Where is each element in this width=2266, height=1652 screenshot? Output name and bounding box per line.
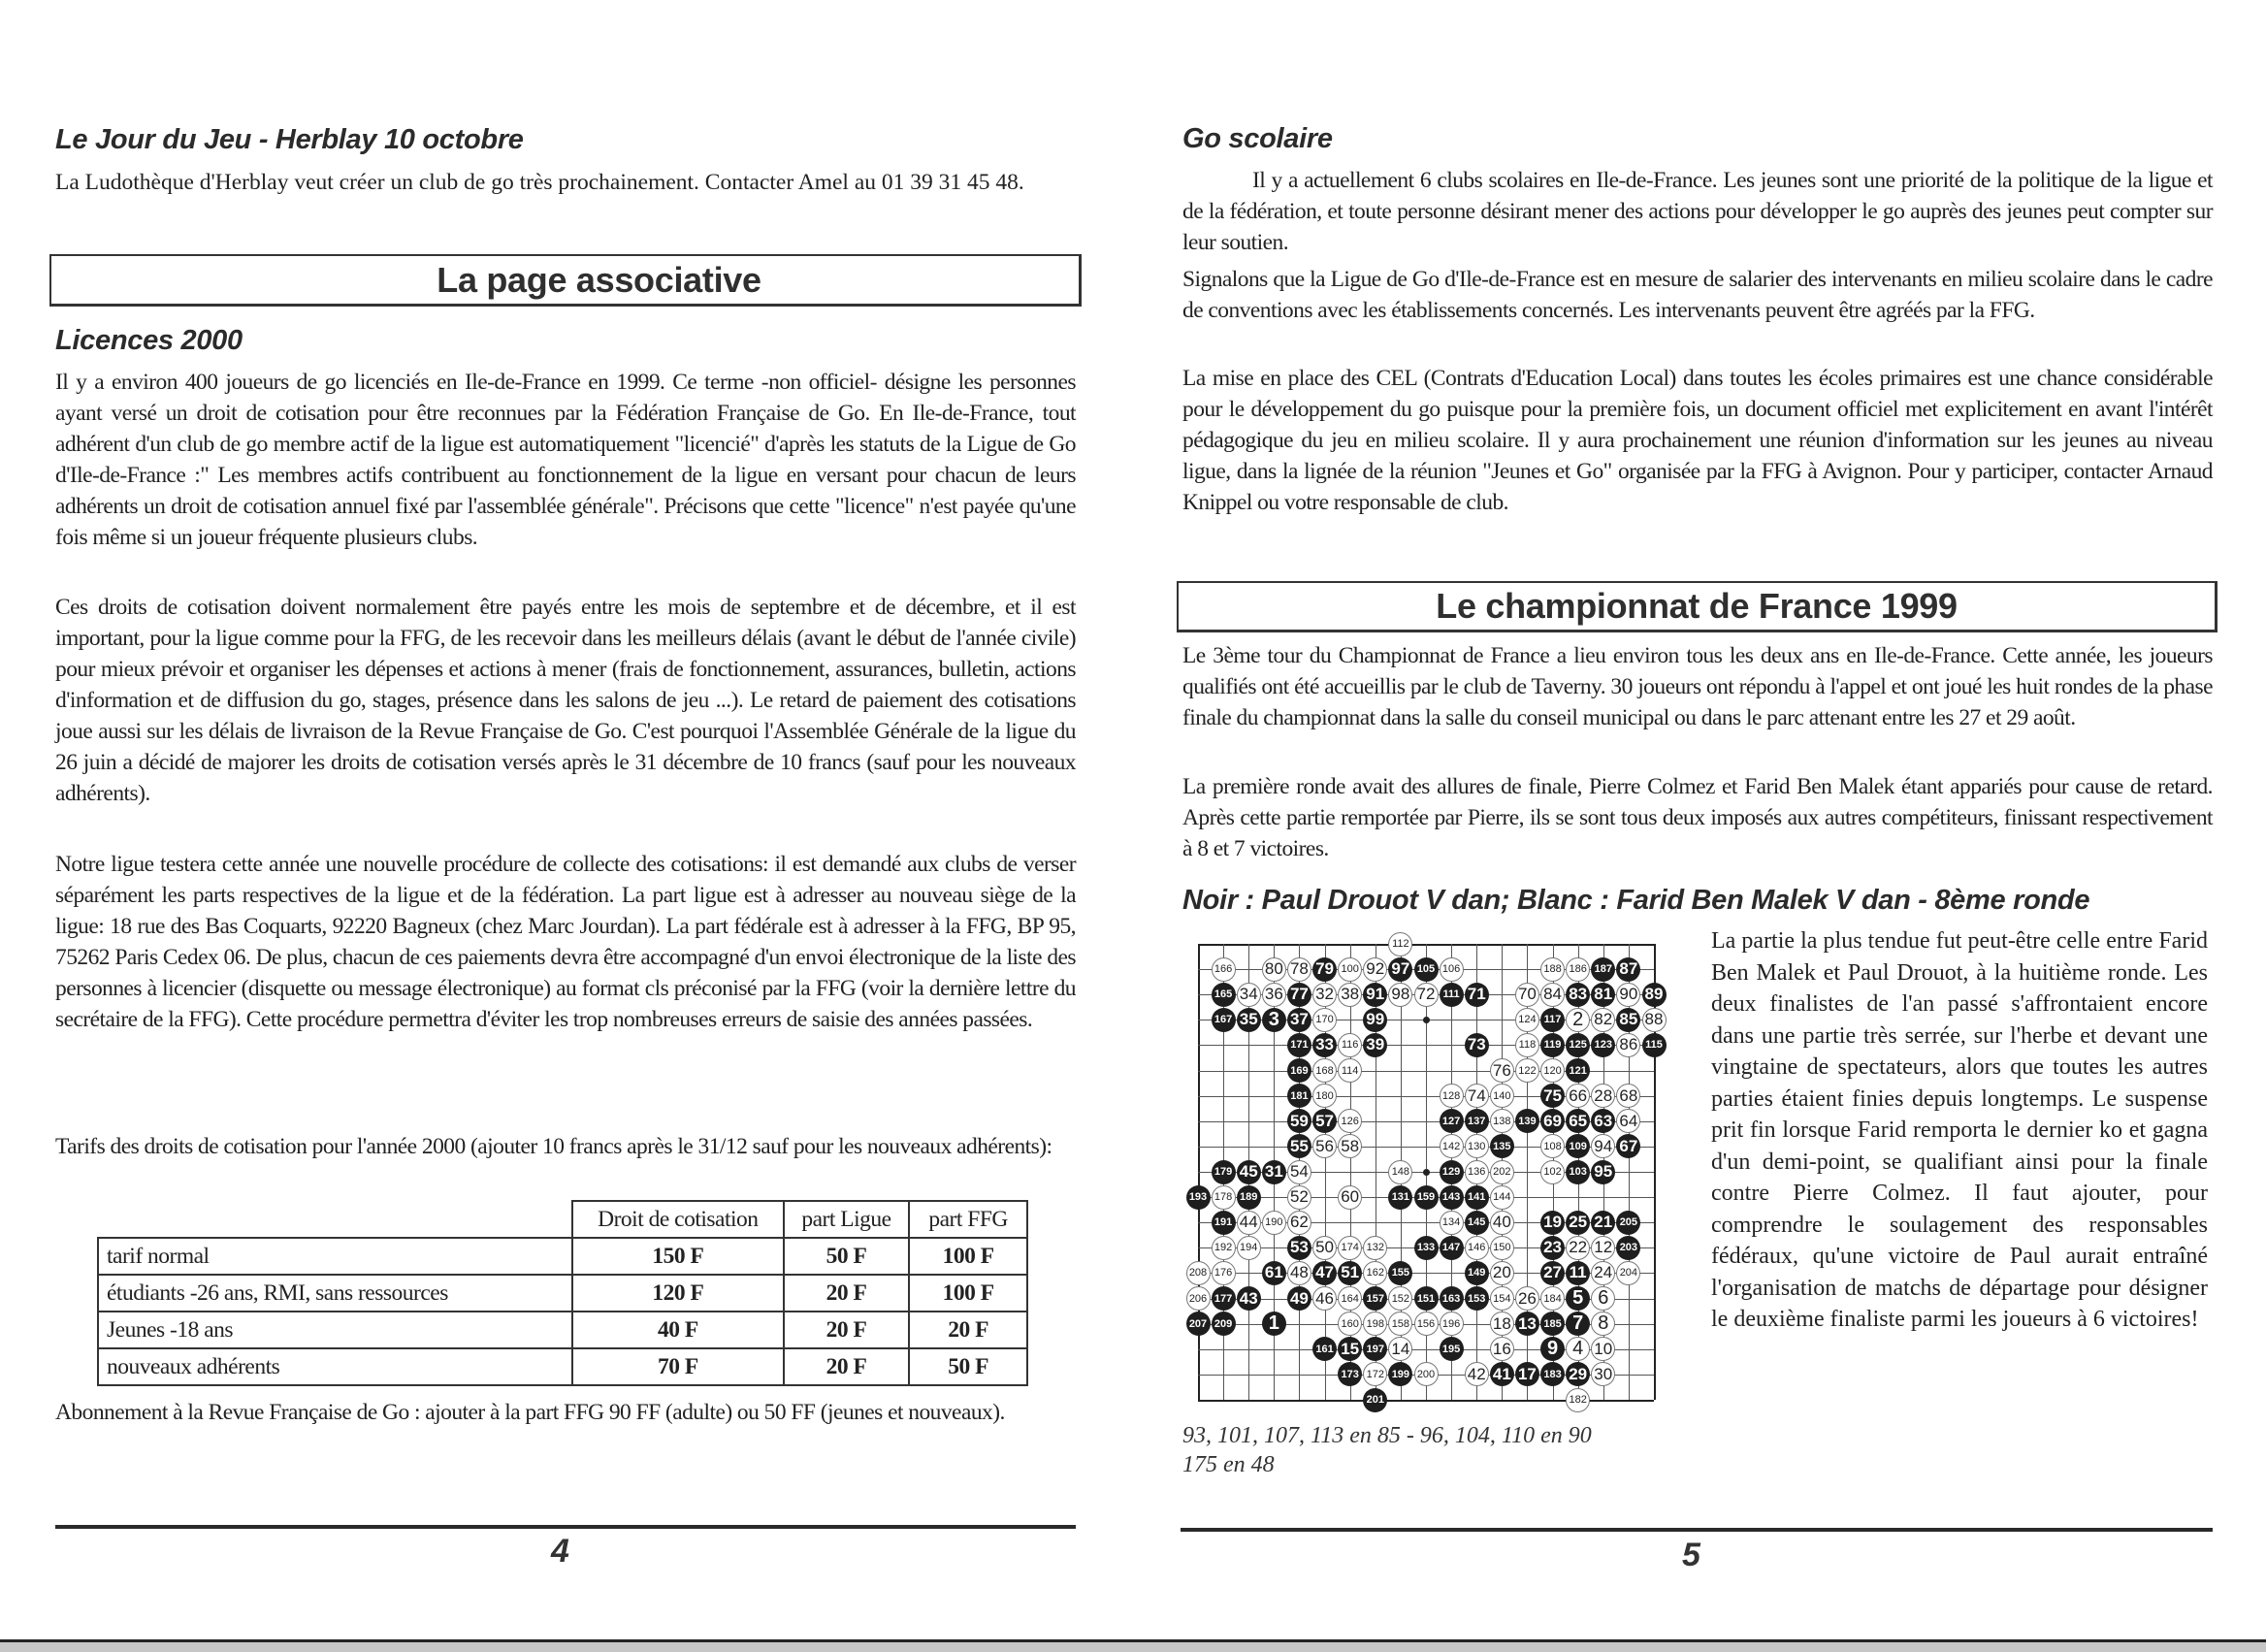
white-stone: 34 [1237, 983, 1261, 1007]
game-commentary: La partie la plus tendue fut peut-être celle entre Farid Ben Malek et Paul Drouot, à la huitième ronde. Les deux finalistes de l'an passé s'affrontaient encore dans une partie très serrée, sur l'herbe et devant une vingtaine de spectateurs, alors que toutes les autres parties étaient finies depuis longtemps. Le suspense prit fin lorsque Farid remporta le dernier ko et gagna d'un demi-point, se qualifiant ainsi pour la finale contre Pierre Colmez. Il faut ajouter, pour comprendre le soulagement des responsables fédéraux, qu'une victoire de Paul aurait entraîné l'organisation de matchs de départage pour désigner le deuxième finaliste parmi les joueurs à 6 victoires! [1711, 928, 2208, 1332]
black-stone: 35 [1237, 1008, 1261, 1032]
game-heading: Noir : Paul Drouot V dan; Blanc : Farid Ben Malek V dan - 8ème ronde [1182, 885, 2090, 916]
white-stone: 206 [1186, 1286, 1211, 1311]
white-stone: 62 [1287, 1211, 1311, 1235]
black-stone: 81 [1591, 983, 1615, 1007]
championnat-paragraph-1: Le 3ème tour du Championnat de France a lieu environ tous les deux ans en Ile-de-France. Cette année, les joueurs qualifiés ont été accueillis par le club de Taverny. 30 joueurs ont répondu à l'appel et ont joué les huit rondes de la phase finale du championnat dans la salle du conseil municipal ou dans le parc attenant entre les 27 et 29 août. [1182, 643, 2213, 730]
white-stone: 36 [1262, 983, 1286, 1007]
black-stone: 115 [1642, 1033, 1667, 1057]
white-stone: 76 [1490, 1058, 1514, 1083]
white-stone: 164 [1338, 1286, 1362, 1311]
go-scolaire-heading: Go scolaire [1182, 123, 1333, 154]
black-stone: 75 [1540, 1084, 1565, 1108]
black-stone: 59 [1287, 1109, 1311, 1133]
black-stone: 155 [1388, 1261, 1412, 1285]
white-stone: 18 [1490, 1312, 1514, 1336]
white-stone: 46 [1312, 1286, 1337, 1311]
black-stone: 207 [1186, 1312, 1211, 1336]
black-stone: 65 [1566, 1109, 1590, 1133]
go-scolaire-paragraph-3: La mise en place des CEL (Contrats d'Education Local) dans toutes les écoles primaires est une chance considérable pour le développement du go puisque pour la première fois, un document officiel met explicitement en avant l'intérêt pédagogique du jeu en milieu scolaire. Il y aura prochainement une réunion d'information sur les jeunes au niveau ligue, dans la lignée de la réunion "Jeunes et Go" organisée par la FFG à Avignon. Pour y participer, contacter Arnaud Knippel ou votre responsable de club. [1182, 366, 2213, 515]
black-stone: 185 [1540, 1312, 1565, 1336]
black-stone: 111 [1440, 983, 1464, 1007]
licences-paragraph-3: Notre ligue testera cette année une nouvelle procédure de collecte des cotisations: il est demandé aux clubs de verser séparément les parts respectives de la ligue et de la fédération. La part ligue est à adresser au nouveau siège de la ligue: 18 rue des Bas Coquarts, 92220 Bagneux (chez Marc Jourdan). La part fédérale est à adresser à la FFG, BP 95, 75262 Paris Cedex 06. De plus, chacun de ces paiements devra être accompagné d'un envoi électronique de la liste des personnes à licencier (disquette ou message électronique) au format cls préconisé par la FFG (voir la dernière lettre du secrétaire de la FFG). Cette procédure permettra d'éviter les trop nombreuses erreurs de saisie des années passées. [55, 852, 1076, 1032]
white-stone: 172 [1363, 1362, 1387, 1386]
white-stone: 80 [1262, 957, 1286, 982]
black-stone: 49 [1287, 1286, 1311, 1311]
section-box-page-associative [49, 254, 1082, 307]
table-header-ffg: part FFG [909, 1201, 1027, 1238]
black-stone: 9 [1540, 1337, 1565, 1361]
black-stone: 47 [1312, 1261, 1337, 1285]
white-stone: 208 [1186, 1261, 1211, 1285]
black-stone: 203 [1616, 1236, 1640, 1260]
white-stone: 14 [1388, 1337, 1412, 1361]
black-stone: 97 [1388, 957, 1412, 982]
go-board-diagram [1188, 938, 1664, 1406]
black-stone: 7 [1566, 1312, 1590, 1336]
black-stone: 147 [1440, 1236, 1464, 1260]
table-row [98, 1238, 1027, 1275]
black-stone: 33 [1312, 1033, 1337, 1057]
table-header-row [98, 1201, 1027, 1238]
black-stone: 129 [1440, 1160, 1464, 1184]
white-stone: 120 [1540, 1058, 1565, 1083]
section-title: Le championnat de France 1999 [1436, 586, 1958, 626]
white-stone: 40 [1490, 1211, 1514, 1235]
black-stone: 55 [1287, 1134, 1311, 1158]
black-stone: 25 [1566, 1211, 1590, 1235]
black-stone: 57 [1312, 1109, 1337, 1133]
white-stone: 176 [1212, 1261, 1236, 1285]
white-stone: 44 [1237, 1211, 1261, 1235]
white-stone: 6 [1591, 1286, 1615, 1311]
white-stone: 166 [1212, 957, 1236, 982]
row-ligue: 20 F [784, 1275, 910, 1312]
black-stone: 13 [1515, 1312, 1539, 1336]
white-stone: 56 [1312, 1134, 1337, 1158]
white-stone: 170 [1312, 1008, 1337, 1032]
white-stone: 174 [1338, 1236, 1362, 1260]
white-stone: 52 [1287, 1185, 1311, 1210]
white-stone: 24 [1591, 1261, 1615, 1285]
black-stone: 15 [1338, 1337, 1362, 1361]
white-stone: 66 [1566, 1084, 1590, 1108]
black-stone: 39 [1363, 1033, 1387, 1057]
white-stone: 64 [1616, 1109, 1640, 1133]
black-stone: 193 [1186, 1185, 1211, 1210]
white-stone: 178 [1212, 1185, 1236, 1210]
row-ffg: 100 F [909, 1238, 1027, 1275]
table-row [98, 1275, 1027, 1312]
hoshi-point [1423, 1017, 1430, 1023]
white-stone: 160 [1338, 1312, 1362, 1336]
black-stone: 95 [1591, 1160, 1615, 1184]
white-stone: 180 [1312, 1084, 1337, 1108]
row-ffg: 50 F [909, 1348, 1027, 1385]
row-droit: 120 F [572, 1275, 783, 1312]
white-stone: 128 [1440, 1084, 1464, 1108]
black-stone: 137 [1465, 1109, 1489, 1133]
white-stone: 132 [1363, 1236, 1387, 1260]
black-stone: 205 [1616, 1211, 1640, 1235]
white-stone: 98 [1388, 983, 1412, 1007]
go-scolaire-paragraph-1: Il y a actuellement 6 clubs scolaires en Ile-de-France. Les jeunes sont une priorité de la politique de la ligue et de la fédération, et toute personne désirant mener des actions pour développer le go auprès des jeunes peut compter sur leur soutien. [1182, 168, 2213, 255]
white-stone: 58 [1338, 1134, 1362, 1158]
white-stone: 78 [1287, 957, 1311, 982]
row-label: tarif normal [98, 1238, 572, 1275]
white-stone: 42 [1465, 1362, 1489, 1386]
black-stone: 27 [1540, 1261, 1565, 1285]
black-stone: 45 [1237, 1160, 1261, 1184]
black-stone: 145 [1465, 1211, 1489, 1235]
white-stone: 138 [1490, 1109, 1514, 1133]
black-stone: 179 [1212, 1160, 1236, 1184]
black-stone: 21 [1591, 1211, 1615, 1235]
white-stone: 94 [1591, 1134, 1615, 1158]
black-stone: 63 [1591, 1109, 1615, 1133]
table-row [98, 1348, 1027, 1385]
black-stone: 5 [1566, 1286, 1590, 1311]
black-stone: 37 [1287, 1008, 1311, 1032]
black-stone: 171 [1287, 1033, 1311, 1057]
black-stone: 67 [1616, 1134, 1640, 1158]
white-stone: 156 [1414, 1312, 1439, 1336]
black-stone: 11 [1566, 1261, 1590, 1285]
white-stone: 126 [1338, 1109, 1362, 1133]
white-stone: 202 [1490, 1160, 1514, 1184]
black-stone: 77 [1287, 983, 1311, 1007]
row-droit: 150 F [572, 1238, 783, 1275]
black-stone: 135 [1490, 1134, 1514, 1158]
black-stone: 181 [1287, 1084, 1311, 1108]
herblay-text: La Ludothèque d'Herblay veut créer un club de go très prochainement. Contacter Amel au 01 39 31 45 48. [55, 170, 1024, 195]
black-stone: 163 [1440, 1286, 1464, 1311]
diagram-caption-line-1: 93, 101, 107, 113 en 85 - 96, 104, 110 en 90 [1182, 1423, 1592, 1448]
diagram-caption-line-2: 175 en 48 [1182, 1452, 1275, 1477]
white-stone: 114 [1338, 1058, 1362, 1083]
white-stone: 100 [1338, 957, 1362, 982]
black-stone: 29 [1566, 1362, 1590, 1386]
white-stone: 148 [1388, 1160, 1412, 1184]
row-droit: 70 F [572, 1348, 783, 1385]
footer-rule [55, 1525, 1076, 1529]
herblay-heading: Le Jour du Jeu - Herblay 10 octobre [55, 124, 524, 155]
tarifs-intro: Tarifs des droits de cotisation pour l'année 2000 (ajouter 10 francs après le 31/12 sauf pour les nouveaux adhérents): [55, 1134, 1052, 1159]
white-stone: 150 [1490, 1236, 1514, 1260]
black-stone: 157 [1363, 1286, 1387, 1311]
white-stone: 182 [1566, 1388, 1590, 1412]
white-stone: 194 [1237, 1236, 1261, 1260]
white-stone: 190 [1262, 1211, 1286, 1235]
black-stone: 187 [1591, 957, 1615, 982]
row-ffg: 20 F [909, 1312, 1027, 1348]
black-stone: 17 [1515, 1362, 1539, 1386]
black-stone: 133 [1414, 1236, 1439, 1260]
white-stone: 192 [1212, 1236, 1236, 1260]
black-stone: 161 [1312, 1337, 1337, 1361]
black-stone: 189 [1237, 1185, 1261, 1210]
white-stone: 204 [1616, 1261, 1640, 1285]
white-stone: 32 [1312, 983, 1337, 1007]
black-stone: 173 [1338, 1362, 1362, 1386]
black-stone: 125 [1566, 1033, 1590, 1057]
white-stone: 70 [1515, 983, 1539, 1007]
row-ligue: 20 F [784, 1312, 910, 1348]
white-stone: 196 [1440, 1312, 1464, 1336]
page-number: 4 [551, 1533, 569, 1570]
white-stone: 116 [1338, 1033, 1362, 1057]
abonnement-note: Abonnement à la Revue Française de Go : ajouter à la part FFG 90 FF (adulte) ou 50 FF (jeunes et nouveaux). [55, 1400, 1005, 1425]
white-stone: 106 [1440, 957, 1464, 982]
black-stone: 85 [1616, 1008, 1640, 1032]
white-stone: 84 [1540, 983, 1565, 1007]
black-stone: 83 [1566, 983, 1590, 1007]
white-stone: 162 [1363, 1261, 1387, 1285]
section-title: La page associative [437, 259, 761, 300]
championnat-paragraph-2: La première ronde avait des allures de finale, Pierre Colmez et Farid Ben Malek étant appariés pour cause de retard. Après cette partie remportée par Pierre, ils se sont tous deux imposés aux autres compétiteurs, finissant respectivement à 8 et 7 victoires. [1182, 774, 2213, 861]
scanner-edge-strip [0, 1639, 2266, 1652]
white-stone: 26 [1515, 1286, 1539, 1311]
black-stone: 87 [1616, 957, 1640, 982]
black-stone: 149 [1465, 1261, 1489, 1285]
white-stone: 154 [1490, 1286, 1514, 1311]
black-stone: 209 [1212, 1312, 1236, 1336]
black-stone: 153 [1465, 1286, 1489, 1311]
black-stone: 151 [1414, 1286, 1439, 1311]
white-stone: 134 [1440, 1211, 1464, 1235]
row-label: nouveaux adhérents [98, 1348, 572, 1385]
white-stone: 200 [1414, 1362, 1439, 1386]
page-number: 5 [1682, 1537, 1700, 1573]
hoshi-point [1423, 1169, 1430, 1176]
white-stone: 12 [1591, 1236, 1615, 1260]
black-stone: 197 [1363, 1337, 1387, 1361]
white-stone: 90 [1616, 983, 1640, 1007]
white-stone: 188 [1540, 957, 1565, 982]
black-stone: 105 [1414, 957, 1439, 982]
row-ffg: 100 F [909, 1275, 1027, 1312]
licences-paragraph-2: Ces droits de cotisation doivent normalement être payés entre les mois de septembre et de décembre, et il est important, pour la ligue comme pour la FFG, de les recevoir dans les meilleurs délais (avant le début de l'année civile) pour mieux prévoir et organiser les dépenses et actions à mener (frais de fonctionnement, assurances, bulletin, actions d'information et de diffusion du go, stages, présence dans les salons de jeu ...). Le retard de paiement des cotisations joue aussi sur les délais de livraison de la Revue Française de Go. C'est pourquoi l'Assemblée Générale de la ligue du 26 juin a décidé de majorer les droits de cotisation versés après le 31 décembre de 10 francs (sauf pour les nouveaux adhérents). [55, 595, 1076, 806]
black-stone: 159 [1414, 1185, 1439, 1210]
white-stone: 10 [1591, 1337, 1615, 1361]
white-stone: 136 [1465, 1160, 1489, 1184]
white-stone: 20 [1490, 1261, 1514, 1285]
row-label: Jeunes -18 ans [98, 1312, 572, 1348]
white-stone: 88 [1642, 1008, 1667, 1032]
black-stone: 109 [1566, 1134, 1590, 1158]
black-stone: 183 [1540, 1362, 1565, 1386]
licences-paragraph-1: Il y a environ 400 joueurs de go licenciés en Ile-de-France en 1999. Ce terme -non officiel- désigne les personnes ayant versé un droit de cotisation pour être reconnues par la Fédération Française de Go. En Ile-de-France, tout adhérent d'un club de go membre actif de la ligue est automatiquement "licencié" d'après les statuts de la Ligue de Go d'Ile-de-France :" Les membres actifs contribuent au fonctionnement de la ligue en versant pour chacun de leurs adhérents un droit de cotisation annuel fixé par l'assemblée générale". Précisons que cette "licence" n'est payée qu'une fois même si un joueur fréquente plusieurs clubs. [55, 370, 1076, 550]
table-row [98, 1312, 1027, 1348]
white-stone: 122 [1515, 1058, 1539, 1083]
white-stone: 142 [1440, 1134, 1464, 1158]
black-stone: 53 [1287, 1236, 1311, 1260]
white-stone: 30 [1591, 1362, 1615, 1386]
white-stone: 68 [1616, 1084, 1640, 1108]
black-stone: 41 [1490, 1362, 1514, 1386]
white-stone: 186 [1566, 957, 1590, 982]
row-droit: 40 F [572, 1312, 783, 1348]
black-stone: 19 [1540, 1211, 1565, 1235]
black-stone: 141 [1465, 1185, 1489, 1210]
white-stone: 82 [1591, 1008, 1615, 1032]
go-scolaire-paragraph-2: Signalons que la Ligue de Go d'Ile-de-France est en mesure de salarier des intervenants en milieu scolaire dans le cadre de conventions avec les établissements concernés. Les intervenants peuvent être agréés par la FFG. [1182, 267, 2213, 323]
white-stone: 146 [1465, 1236, 1489, 1260]
white-stone: 112 [1388, 932, 1412, 956]
white-stone: 2 [1566, 1008, 1590, 1032]
white-stone: 198 [1363, 1312, 1387, 1336]
black-stone: 195 [1440, 1337, 1464, 1361]
section-box-championnat [1177, 581, 2217, 632]
black-stone: 165 [1212, 983, 1236, 1007]
white-stone: 140 [1490, 1084, 1514, 1108]
black-stone: 61 [1262, 1261, 1286, 1285]
black-stone: 143 [1440, 1185, 1464, 1210]
black-stone: 177 [1212, 1286, 1236, 1311]
white-stone: 48 [1287, 1261, 1311, 1285]
white-stone: 86 [1616, 1033, 1640, 1057]
white-stone: 124 [1515, 1008, 1539, 1032]
footer-rule [1181, 1528, 2213, 1532]
white-stone: 4 [1566, 1337, 1590, 1361]
black-stone: 91 [1363, 983, 1387, 1007]
black-stone: 127 [1440, 1109, 1464, 1133]
black-stone: 103 [1566, 1160, 1590, 1184]
black-stone: 131 [1388, 1185, 1412, 1210]
white-stone: 72 [1414, 983, 1439, 1007]
black-stone: 169 [1287, 1058, 1311, 1083]
black-stone: 73 [1465, 1033, 1489, 1057]
white-stone: 118 [1515, 1033, 1539, 1057]
black-stone: 89 [1642, 983, 1667, 1007]
licences-heading: Licences 2000 [55, 325, 243, 356]
white-stone: 108 [1540, 1134, 1565, 1158]
white-stone: 54 [1287, 1160, 1311, 1184]
black-stone: 79 [1312, 957, 1337, 982]
black-stone: 1 [1262, 1312, 1286, 1336]
row-label: étudiants -26 ans, RMI, sans ressources [98, 1275, 572, 1312]
white-stone: 152 [1388, 1286, 1412, 1311]
black-stone: 199 [1388, 1362, 1412, 1386]
black-stone: 139 [1515, 1109, 1539, 1133]
white-stone: 74 [1465, 1084, 1489, 1108]
black-stone: 3 [1262, 1008, 1286, 1032]
row-ligue: 20 F [784, 1348, 910, 1385]
black-stone: 43 [1237, 1286, 1261, 1311]
row-ligue: 50 F [784, 1238, 910, 1275]
black-stone: 69 [1540, 1109, 1565, 1133]
white-stone: 8 [1591, 1312, 1615, 1336]
black-stone: 191 [1212, 1211, 1236, 1235]
white-stone: 38 [1338, 983, 1362, 1007]
white-stone: 144 [1490, 1185, 1514, 1210]
table-header-droit: Droit de cotisation [572, 1201, 783, 1238]
black-stone: 201 [1363, 1388, 1387, 1412]
white-stone: 92 [1363, 957, 1387, 982]
table-header-ligue: part Ligue [784, 1201, 910, 1238]
white-stone: 102 [1540, 1160, 1565, 1184]
white-stone: 130 [1465, 1134, 1489, 1158]
tarifs-table [97, 1200, 1028, 1386]
black-stone: 99 [1363, 1008, 1387, 1032]
black-stone: 31 [1262, 1160, 1286, 1184]
white-stone: 16 [1490, 1337, 1514, 1361]
black-stone: 23 [1540, 1236, 1565, 1260]
black-stone: 123 [1591, 1033, 1615, 1057]
black-stone: 71 [1465, 983, 1489, 1007]
white-stone: 50 [1312, 1236, 1337, 1260]
black-stone: 121 [1566, 1058, 1590, 1083]
white-stone: 28 [1591, 1084, 1615, 1108]
white-stone: 60 [1338, 1185, 1362, 1210]
white-stone: 168 [1312, 1058, 1337, 1083]
white-stone: 184 [1540, 1286, 1565, 1311]
black-stone: 119 [1540, 1033, 1565, 1057]
table-header-empty [98, 1201, 572, 1238]
black-stone: 117 [1540, 1008, 1565, 1032]
white-stone: 158 [1388, 1312, 1412, 1336]
black-stone: 167 [1212, 1008, 1236, 1032]
white-stone: 22 [1566, 1236, 1590, 1260]
black-stone: 51 [1338, 1261, 1362, 1285]
